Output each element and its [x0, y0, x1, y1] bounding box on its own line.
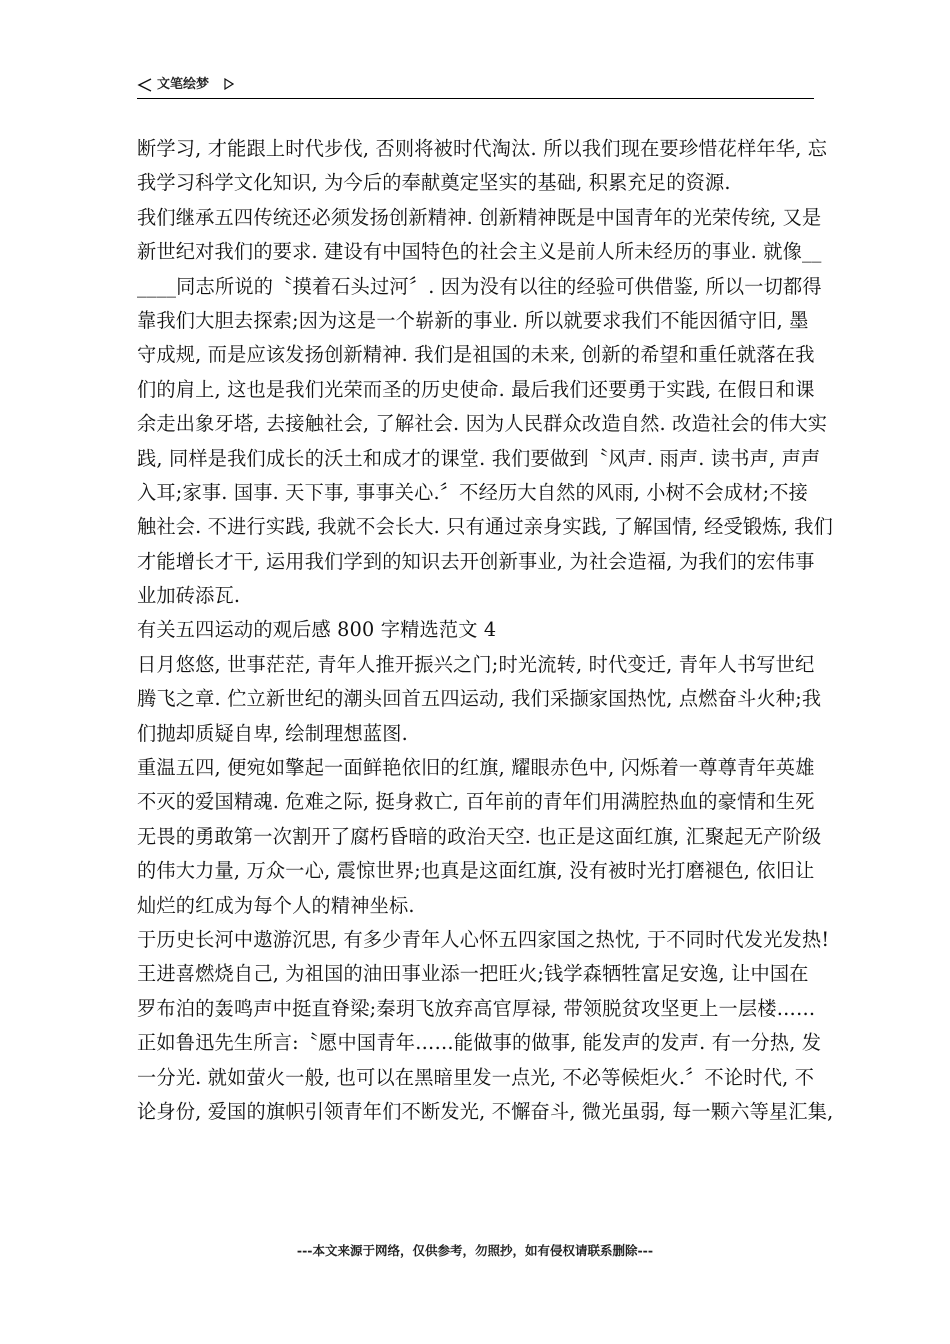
text-line: 我学习科学文化知识, 为今后的奉献奠定坚实的基础, 积累充足的资源. — [137, 171, 731, 195]
text-line: 践, 同样是我们成长的沃土和成才的课堂. 我们要做到〝风声. 雨声. 读书声, 声声 — [137, 446, 821, 470]
text-line: 论身份, 爱国的旗帜引领青年们不断发光, 不懈奋斗, 微光虽弱, 每一颗六等星汇集, — [137, 1099, 834, 1123]
text-line: 们的肩上, 这也是我们光荣而圣的历史使命. 最后我们还要勇于实践, 在假日和课 — [137, 377, 815, 401]
text-line: 一分光. 就如萤火一般, 也可以在黑暗里发一点光, 不必等候炬火.〞不论时代, 不 — [137, 1065, 815, 1089]
text-line: 于历史长河中遨游沉思, 有多少青年人心怀五四家国之热忱, 于不同时代发光发热! — [137, 927, 830, 951]
text-line: 王进喜燃烧自己, 为祖国的油田事业添一把旺火;钱学森牺牲富足安逸, 让中国在 — [137, 962, 809, 986]
text-line: 灿烂的红成为每个人的精神坐标. — [137, 893, 415, 917]
text-line: 的伟大力量, 万众一心, 震惊世界;也真是这面红旗, 没有被时光打磨褪色, 依旧让 — [137, 859, 815, 883]
triangle-left-icon — [137, 77, 153, 93]
text-line: 日月悠悠, 世事茫茫, 青年人推开振兴之门;时光流转, 时代变迁, 青年人书写世纪 — [137, 652, 815, 676]
page-header — [137, 76, 814, 99]
footer-disclaimer: ---本文来源于网络，仅供参考，勿照抄，如有侵权请联系删除--- — [296, 1243, 654, 1258]
text-line: 我们继承五四传统还必须发扬创新精神. 创新精神既是中国青年的光荣传统, 又是 — [137, 205, 822, 229]
section-heading: 有关五四运动的观后感 800 字精选范文 4 — [137, 618, 497, 642]
text-line: 腾飞之章. 伫立新世纪的潮头回首五四运动, 我们采撷家国热忱, 点燃奋斗火种;我 — [137, 687, 822, 711]
text-line: 重温五四, 便宛如擎起一面鲜艳依旧的红旗, 耀眼赤色中, 闪烁着一尊尊青年英雄 — [137, 756, 815, 780]
text-line: 守成规, 而是应该发扬创新精神. 我们是祖国的未来, 创新的希望和重任就落在我 — [137, 343, 815, 367]
text-line: 们抛却质疑自卑, 绘制理想蓝图. — [137, 721, 408, 745]
header-title: 文笔绘梦 — [157, 77, 210, 92]
triangle-right-icon — [224, 78, 234, 90]
text-line: 不灭的爱国精魂. 危难之际, 挺身救亡, 百年前的青年们用满腔热血的豪情和生死 — [137, 790, 815, 814]
text-line: 触社会. 不进行实践, 我就不会长大. 只有通过亲身实践, 了解国情, 经受锻炼, 我们 — [137, 515, 833, 539]
text-line: ____同志所说的〝摸着石头过河〞. 因为没有以往的经验可供借鉴, 所以一切都得 — [137, 274, 822, 298]
text-line: 业加砖添瓦. — [137, 584, 241, 608]
text-line: 靠我们大胆去探索;因为这是一个崭新的事业. 所以就要求我们不能因循守旧, 墨 — [137, 308, 809, 332]
text-line: 入耳;家事. 国事. 天下事, 事事关心.〞不经历大自然的风雨, 小树不会成材;不接 — [137, 480, 809, 504]
text-line: 断学习, 才能跟上时代步伐, 否则将被时代淘汰. 所以我们现在要珍惜花样年华, 忘 — [137, 137, 828, 160]
text-line: 才能增长才干, 运用我们学到的知识去开创新事业, 为社会造福, 为我们的宏伟事 — [137, 549, 815, 573]
text-line: 罗布泊的轰鸣声中挺直脊梁;秦玥飞放弃高官厚禄, 带领脱贫攻坚更上一层楼…… — [137, 996, 816, 1020]
text-line: 正如鲁迅先生所言:〝愿中国青年……能做事的做事, 能发声的发声. 有一分热, 发 — [137, 1031, 822, 1055]
text-line: 新世纪对我们的要求. 建设有中国特色的社会主义是前人所未经历的事业. 就像__ — [137, 240, 822, 264]
text-line: 余走出象牙塔, 去接触社会, 了解社会. 因为人民群众改造自然. 改造社会的伟大实 — [137, 412, 828, 436]
document-body — [137, 132, 834, 1129]
text-line: 无畏的勇敢第一次割开了腐朽昏暗的政治天空. 也正是这面红旗, 汇聚起无产阶级 — [137, 824, 822, 848]
